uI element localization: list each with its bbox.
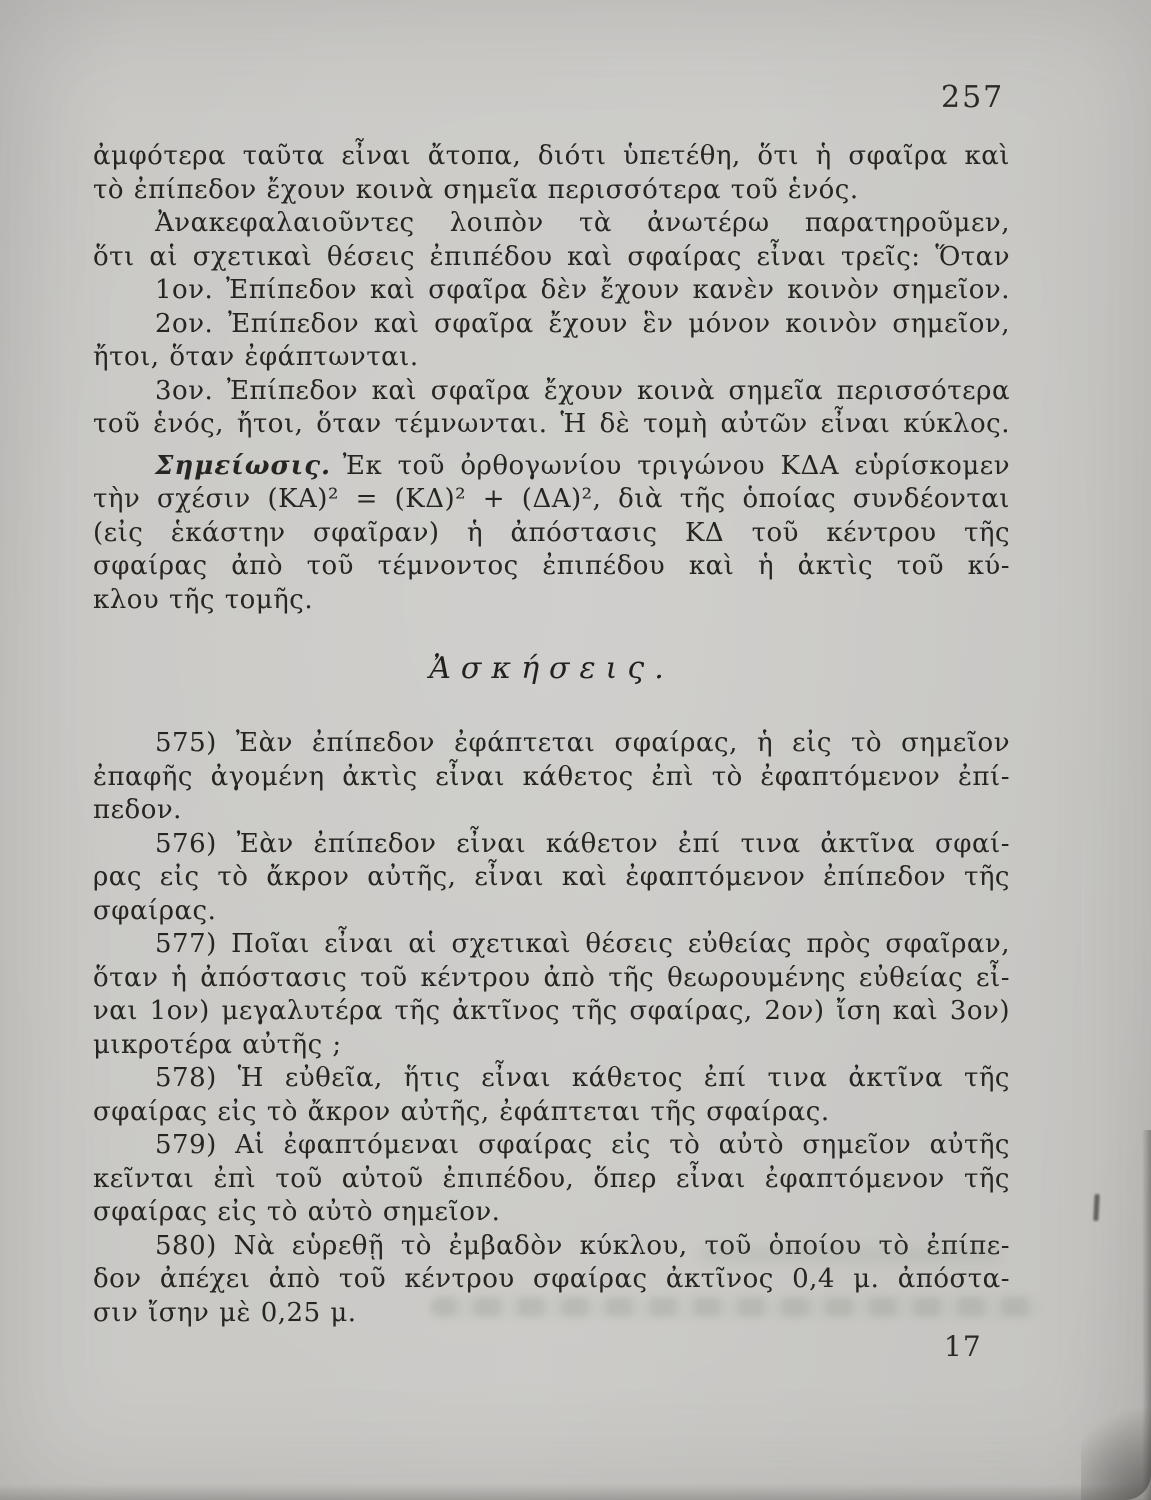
exercise-line: σφαίρας εἰς τὸ ἄκρον αὐτῆς, ἐφάπτεται τῆς σφαίρας. (93, 1096, 830, 1127)
exercise-line: κεῖνται ἐπὶ τοῦ αὐτοῦ ἐπιπέδου, ὅπερ εἶναι ἐφαπτόμενον τῆς (93, 1163, 1010, 1194)
text-line: σφαίρας ἀπὸ τοῦ τέμνοντος ἐπιπέδου καὶ ἡ ἀκτὶς τοῦ κύ- (93, 551, 1010, 581)
text-line: τοῦ ἑνός, ἤτοι, ὅταν τέμνωνται. Ἡ δὲ τομὴ αὐτῶν εἶναι κύκλος. (93, 409, 1010, 439)
exercise-line: 575) Ἐὰν ἐπίπεδον ἐφάπτεται σφαίρας, ἡ εἰς τὸ σημεῖον (155, 728, 1010, 758)
note-lead-text: Ἐκ τοῦ ὀρθογωνίου τριγώνου ΚΔΑ εὑρίσκομεν (342, 450, 1010, 481)
exercise-line: ἐπαφῆς ἀγομένη ἀκτὶς εἶναι κάθετος ἐπὶ τὸ ἐφαπτόμενον ἐπί- (93, 761, 1010, 792)
exercise-line: σφαίρας εἰς τὸ αὐτὸ σημεῖον. (93, 1197, 501, 1227)
text-line: ἀμφότερα ταῦτα εἶναι ἄτοπα, διότι ὑπετέθη, ὅτι ἡ σφαῖρα καὶ (93, 141, 1010, 171)
exercise-line: 577) Ποῖαι εἶναι αἱ σχετικαὶ θέσεις εὐθείας πρὸς σφαῖραν, (155, 929, 1010, 959)
list-item-line: 3ον. Ἐπίπεδον καὶ σφαῖρα ἔχουν κοινὰ σημεῖα περισσότερα (155, 375, 1010, 406)
exercise-line: ναι 1ον) μεγαλυτέρα τῆς ἀκτῖνος τῆς σφαίρας, 2ον) ἴση καὶ 3ον) (93, 996, 1010, 1026)
note-first-line (93, 450, 1010, 484)
page-edge-shadow (0, 1484, 1151, 1500)
list-item-line: 1ον. Ἐπίπεδον καὶ σφαῖρα δὲν ἔχουν κανὲν κοινὸν σημεῖον. (155, 275, 1010, 305)
exercises-heading: Ἀσκήσεις. (429, 651, 674, 686)
exercise-line: ὅταν ἡ ἀπόστασις τοῦ κέντρου ἀπὸ τῆς θεωρουμένης εὐθείας εἶ- (93, 962, 1010, 993)
exercise-line: 578) Ἡ εὐθεῖα, ἥτις εἶναι κάθετος ἐπί τινα ἀκτῖνα τῆς (155, 1063, 1010, 1093)
page-body-text (93, 140, 1010, 1330)
exercise-line: 576) Ἐὰν ἐπίπεδον εἶναι κάθετον ἐπί τινα ἀκτῖνα σφαί- (155, 828, 1010, 859)
exercise-line: μικροτέρα αὐτῆς ; (93, 1029, 342, 1060)
ink-mark (1093, 1194, 1099, 1221)
exercise-line: 579) Αἱ ἐφαπτόμεναι σφαίρας εἰς τὸ αὐτὸ σημεῖον αὐτῆς (155, 1130, 1010, 1160)
exercise-line: 580) Νὰ εὑρεθῇ τὸ ἐμβαδὸν κύκλου, τοῦ ὁποίου τὸ ἐπίπε- (155, 1230, 1010, 1261)
note-label: Σημείωσις. (155, 450, 332, 481)
text-line: ἤτοι, ὅταν ἐφάπτωνται. (93, 342, 419, 372)
text-line: κλου τῆς τομῆς. (93, 584, 314, 615)
text-line: ὅτι αἱ σχετικαὶ θέσεις ἐπιπέδου καὶ σφαίρας εἶναι τρεῖς: Ὅταν (93, 241, 1010, 272)
exercise-line: σιν ἴσην μὲ 0,25 μ. (93, 1297, 357, 1328)
exercise-line: δον ἀπέχει ἀπὸ τοῦ κέντρου σφαίρας ἀκτῖνος 0,4 μ. ἀπόστα- (93, 1264, 1010, 1294)
exercise-line: ρας εἰς τὸ ἄκρον αὐτῆς, εἶναι καὶ ἐφαπτόμενον ἐπίπεδον τῆς (93, 862, 1010, 892)
text-line: τὸ ἐπίπεδον ἔχουν κοινὰ σημεῖα περισσότερα τοῦ ἑνός. (93, 174, 859, 205)
exercise-line: πεδον. (93, 795, 182, 825)
formula-line: τὴν σχέσιν (ΚΑ)² = (ΚΔ)² + (ΔΑ)², διὰ τῆς ὁποίας συνδέονται (93, 484, 1010, 514)
exercise-line: σφαίρας. (93, 895, 217, 926)
list-item-line: 2ον. Ἐπίπεδον καὶ σφαῖρα ἔχουν ἓν μόνον κοινὸν σημεῖον, (155, 308, 1010, 339)
text-line: Ἀνακεφαλαιοῦντες λοιπὸν τὰ ἀνωτέρω παρατηροῦμεν, (155, 208, 1010, 238)
page-number: 257 (941, 80, 1005, 115)
text-line: (εἰς ἑκάστην σφαῖραν) ἡ ἀπόστασις ΚΔ τοῦ κέντρου τῆς (93, 517, 1010, 548)
signature-number: 17 (944, 1330, 982, 1363)
